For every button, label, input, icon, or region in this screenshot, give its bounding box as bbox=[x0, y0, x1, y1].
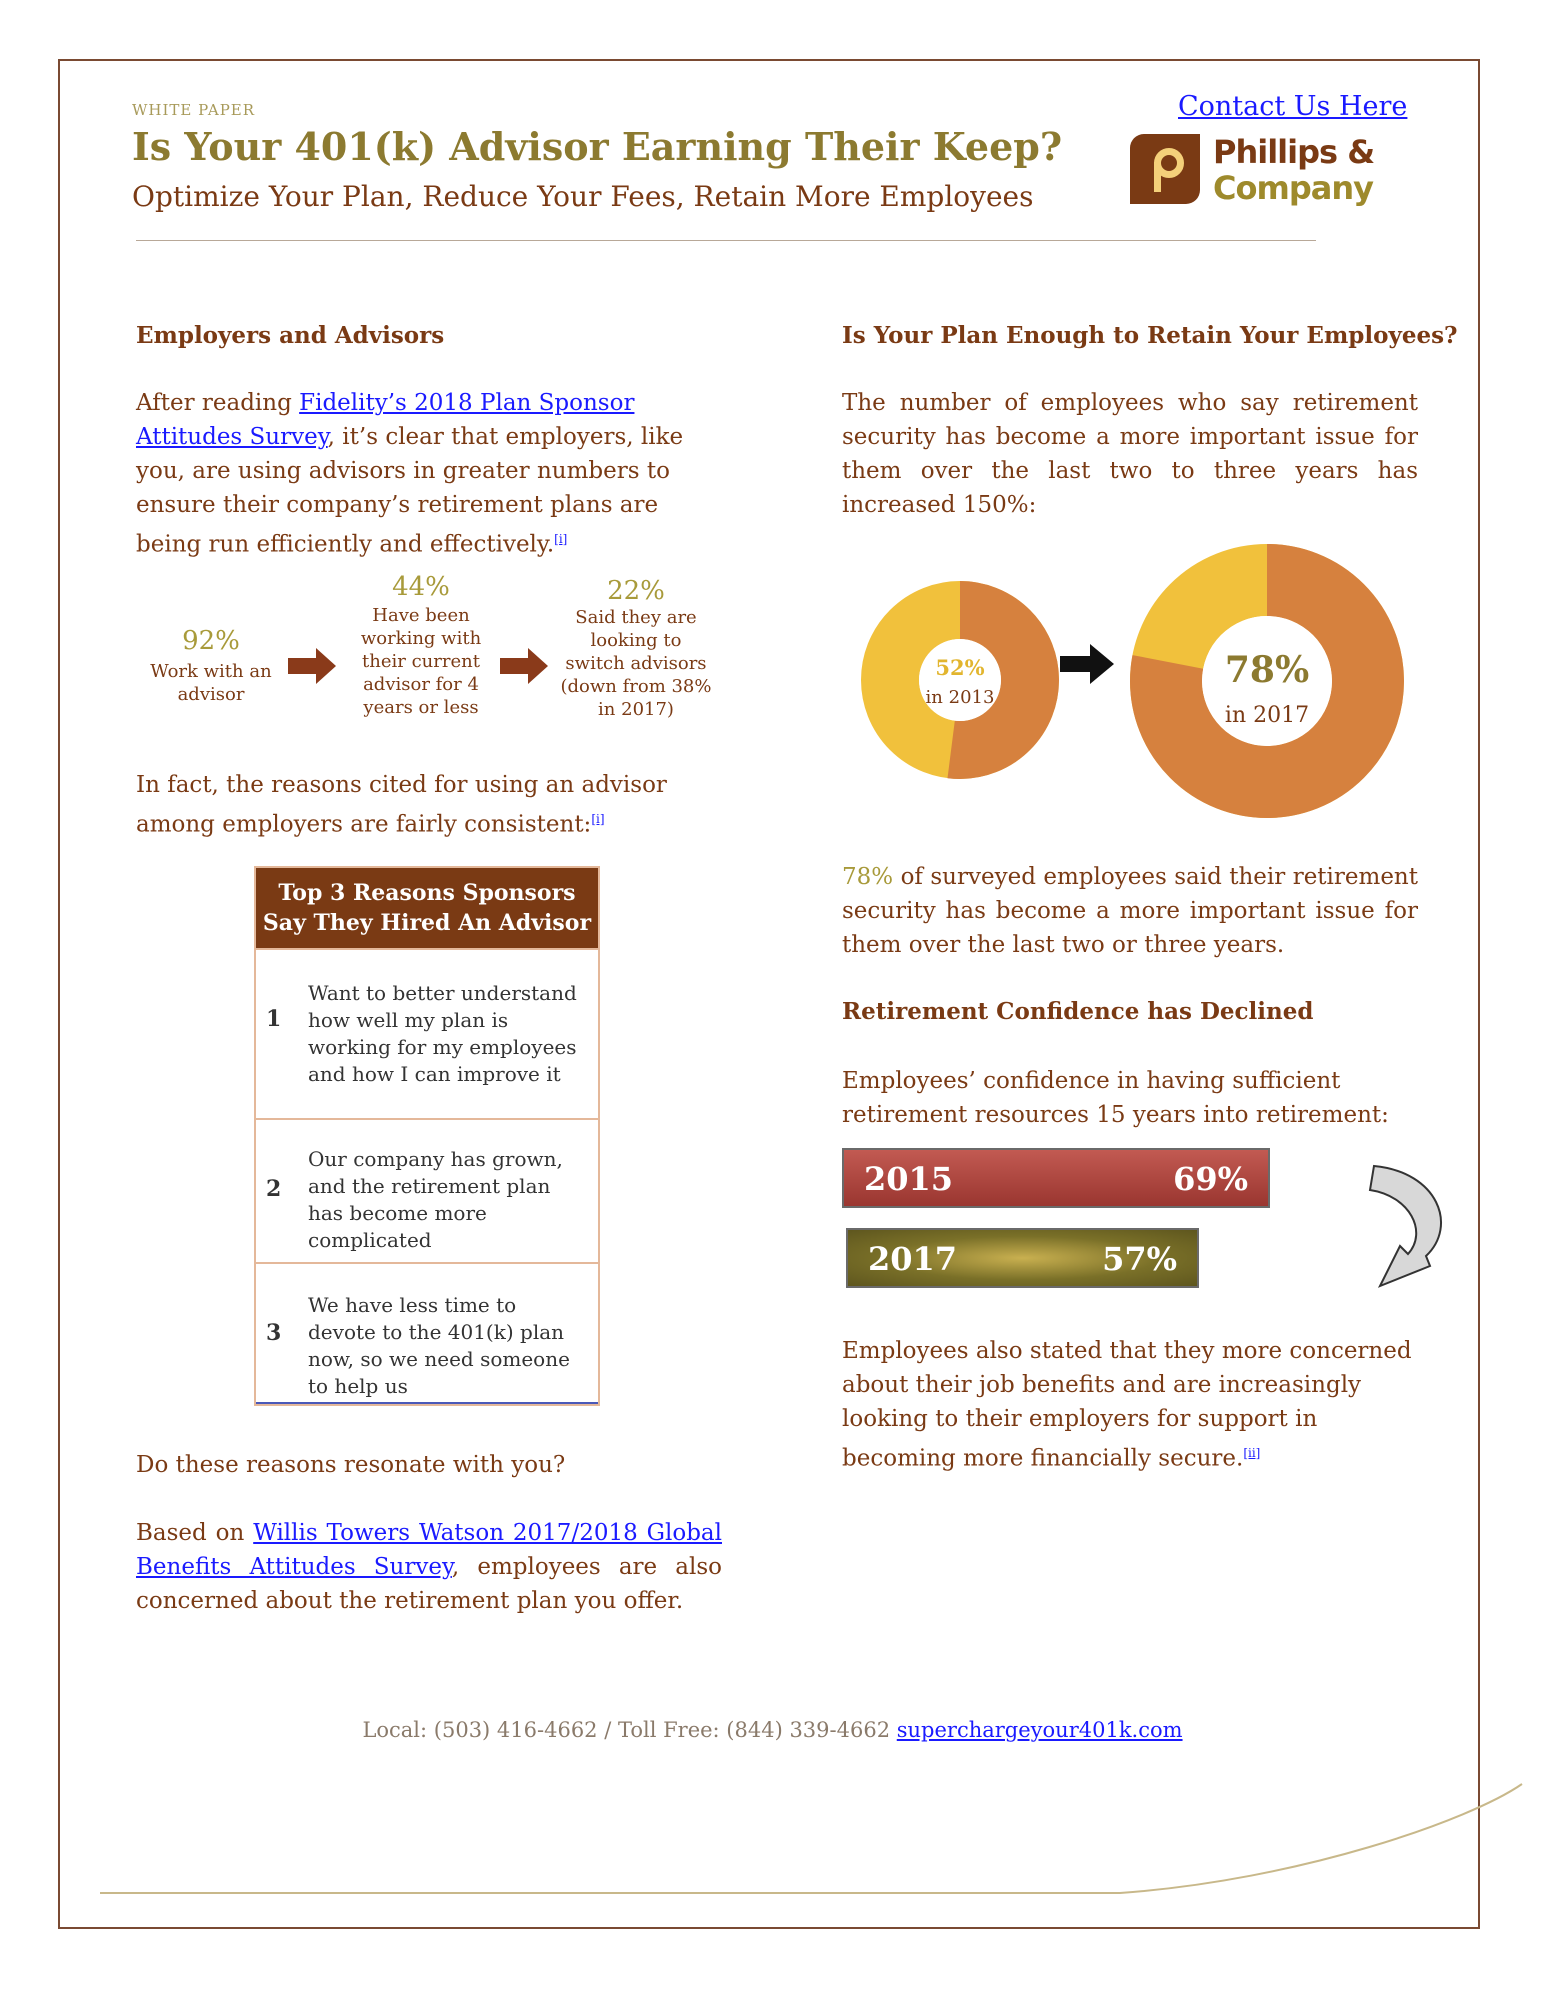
intro-paragraph: After reading Fidelity’s 2018 Plan Sponsor Attitudes Survey, it’s clear that employers, like you, are using advisors in greater numbers to ensure their company’s retirement plans are being run efficiently and effectively.[i] bbox=[136, 390, 684, 558]
stat-text-2: Have been working with their current advisor for 4 years or less bbox=[360, 605, 482, 718]
section-heading-retain: Is Your Plan Enough to Retain Your Employees? bbox=[842, 322, 1458, 349]
kicker: WHITE PAPER bbox=[132, 101, 256, 119]
logo-p-icon bbox=[1130, 134, 1200, 204]
logo-line-1: Phillips & bbox=[1213, 133, 1375, 171]
confidence-bar-2015 bbox=[842, 1148, 1270, 1208]
employee-stat-paragraph: 78% of surveyed employees said their retirement security has become a more important issue for them over the last two or three years. bbox=[842, 864, 1418, 958]
footnote-ref[interactable]: [i] bbox=[591, 812, 605, 826]
donut-2017-value-label: 78% bbox=[1224, 649, 1310, 691]
table-row: 3 We have less time to devote to the 401(k) plan now, so we need someone to help us bbox=[256, 1262, 598, 1406]
decorative-swoosh bbox=[0, 1780, 1545, 1910]
donut-2013-year-label: in 2013 bbox=[925, 687, 995, 708]
bar-year: 2017 bbox=[868, 1240, 958, 1278]
bar-year: 2015 bbox=[864, 1160, 954, 1198]
donut-2017-year-label: in 2017 bbox=[1224, 703, 1310, 728]
stat-text-1: Work with an advisor bbox=[150, 661, 272, 705]
stat-value-3: 22% bbox=[607, 576, 665, 606]
donut-chart-2017 bbox=[1126, 540, 1408, 822]
company-logo bbox=[1130, 134, 1380, 210]
contact-us-link[interactable]: Contact Us Here bbox=[1178, 91, 1408, 122]
closing-paragraph: Based on Willis Towers Watson 2017/2018 Global Benefits Attitudes Survey, employees are also concerned about the retirement plan you offer. bbox=[136, 1520, 722, 1614]
stat-value-2: 44% bbox=[392, 572, 450, 602]
right-arrow-icon bbox=[1060, 644, 1116, 684]
footer-contact: Local: (503) 416-4662 / Toll Free: (844) 339-4662 superchargeyour401k.com bbox=[362, 1718, 1183, 1742]
highlight-value: 78% bbox=[842, 864, 894, 890]
table-header: Top 3 Reasons Sponsors Say They Hired An Advisor bbox=[256, 868, 598, 948]
fidelity-survey-link[interactable]: Fidelity’s 2018 Plan Sponsor Attitudes Survey bbox=[136, 390, 635, 450]
section-heading-confidence: Retirement Confidence has Declined bbox=[842, 998, 1314, 1025]
section-heading-employers: Employers and Advisors bbox=[136, 322, 445, 349]
page-title: Is Your 401(k) Advisor Earning Their Keep? bbox=[132, 124, 1063, 169]
concern-paragraph: Employees also stated that they more concerned about their job benefits and are increasingly looking to their employers for support in becoming more financially secure.[ii] bbox=[842, 1338, 1412, 1472]
bar-value: 69% bbox=[1173, 1160, 1248, 1198]
retain-intro: The number of employees who say retirement security has become a more important issue for them over the last two to three years has increased 150%: bbox=[842, 390, 1418, 518]
reasons-table bbox=[254, 866, 600, 1406]
table-row: 2 Our company has grown, and the retirement plan has become more complicated bbox=[256, 1118, 598, 1262]
right-arrow-icon bbox=[288, 648, 338, 684]
table-row: 1 Want to better understand how well my plan is working for my employees and how I can improve it bbox=[256, 948, 598, 1118]
bar-value: 57% bbox=[1102, 1240, 1177, 1278]
question-text: Do these reasons resonate with you? bbox=[136, 1452, 566, 1478]
page-subtitle: Optimize Your Plan, Reduce Your Fees, Retain More Employees bbox=[132, 180, 1034, 213]
logo-line-2: Company bbox=[1213, 169, 1373, 207]
willis-survey-link[interactable]: Willis Towers Watson 2017/2018 Global Benefits Attitudes Survey bbox=[136, 1520, 722, 1580]
confidence-bar-2017 bbox=[846, 1228, 1199, 1288]
stat-text-3: Said they are looking to switch advisors (down from 38% in 2017) bbox=[560, 607, 712, 720]
footnote-ref[interactable]: [i] bbox=[554, 532, 568, 546]
reasons-intro: In fact, the reasons cited for using an advisor among employers are fairly consistent:[i] bbox=[136, 772, 667, 838]
confidence-intro: Employees’ confidence in having sufficient retirement resources 15 years into retirement: bbox=[842, 1068, 1389, 1128]
stat-value-1: 92% bbox=[182, 626, 240, 656]
curved-arrow-icon bbox=[1366, 1162, 1466, 1302]
website-link[interactable]: superchargeyour401k.com bbox=[896, 1718, 1183, 1742]
donut-chart-2013 bbox=[860, 580, 1060, 780]
right-arrow-icon bbox=[500, 648, 550, 684]
header-divider bbox=[136, 240, 1316, 241]
donut-2013-value-label: 52% bbox=[935, 655, 985, 680]
footnote-ref[interactable]: [ii] bbox=[1243, 1446, 1261, 1460]
